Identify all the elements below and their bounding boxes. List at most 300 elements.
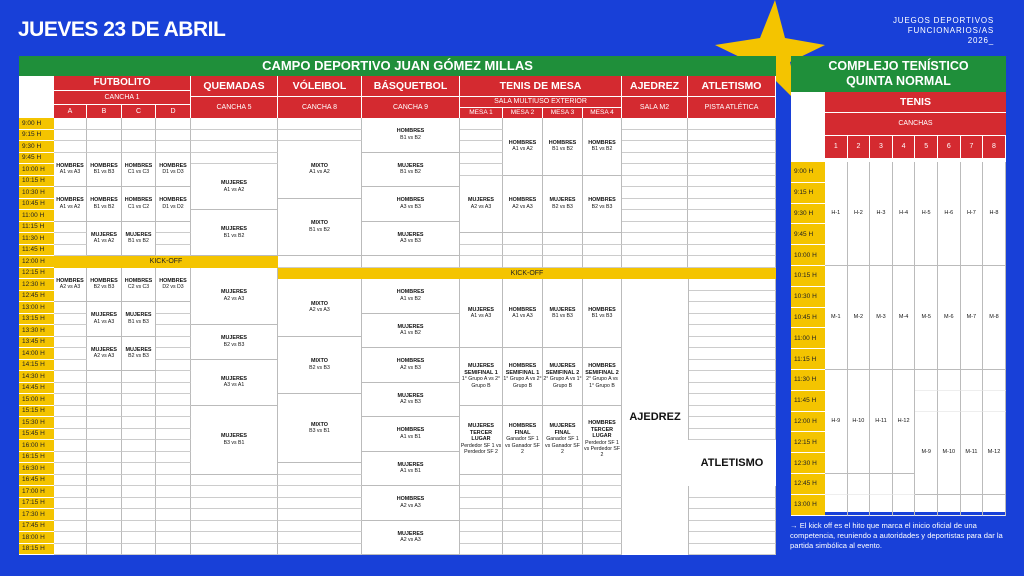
match-category: MUJERES (220, 289, 248, 296)
grid-cell (156, 440, 191, 452)
match-category: HOMBRES TERCER LUGAR (588, 420, 616, 440)
grid-cell (122, 130, 156, 142)
match-cell (191, 210, 278, 256)
match-cell (122, 337, 156, 372)
match-cell (460, 406, 503, 475)
grid-cell (278, 475, 362, 487)
time-slot: 10:30 H (19, 187, 54, 199)
match-cell (583, 348, 622, 406)
grid-cell (54, 383, 87, 395)
match-teams: A1 vs A3 (512, 313, 533, 319)
grid-cell (460, 245, 503, 257)
match-teams: B1 vs B2 (591, 146, 613, 153)
match-teams: A2 vs B3 (400, 399, 421, 406)
time-slot: 10:15 H (19, 176, 54, 188)
grid-cell (87, 475, 122, 487)
grid-cell (156, 544, 191, 556)
grid-cell (156, 486, 191, 498)
grid-cell (688, 291, 776, 303)
grid-cell (122, 141, 156, 153)
atletismo-block: ATLETISMO (688, 440, 776, 486)
match-cell (122, 187, 156, 222)
tennis-match: M-5 (915, 266, 938, 370)
grid-cell (122, 486, 156, 498)
grid-cell (543, 475, 583, 487)
grid-cell (156, 141, 191, 153)
match-cell (87, 268, 122, 303)
grid-cell (961, 391, 984, 412)
grid-cell (87, 406, 122, 418)
match-cell (362, 417, 460, 452)
court-number: 6 (938, 136, 960, 158)
grid-cell (191, 509, 278, 521)
page-title: JUEVES 23 DE ABRIL (18, 18, 226, 41)
time-slot: 10:30 H (791, 287, 825, 308)
match-category: HOMBRES (588, 139, 616, 146)
match-cell (156, 187, 191, 222)
match-teams: B1 vs B3 (552, 313, 573, 319)
match-category: HOMBRES (124, 162, 153, 169)
time-slot: 12:00 H (19, 256, 54, 268)
grid-cell (54, 314, 87, 326)
grid-cell (156, 452, 191, 464)
tennis-match: M-4 (893, 266, 916, 370)
match-teams: 1° Grupo A vs 2° Grupo B (503, 376, 542, 389)
grid-cell (362, 256, 460, 268)
grid-cell (503, 475, 543, 487)
grid-cell (54, 141, 87, 153)
col-d: D (156, 105, 190, 118)
match-category: MUJERES (125, 346, 152, 353)
time-slot: 17:30 H (19, 509, 54, 521)
grid-cell (688, 141, 776, 153)
time-slot: 11:30 H (19, 233, 54, 245)
grid-cell (191, 532, 278, 544)
grid-cell (583, 509, 622, 521)
col-mesa3: MESA 3 (543, 108, 582, 118)
time-slot: 10:00 H (791, 245, 825, 266)
time-slot: 14:15 H (19, 360, 54, 372)
grid-cell (688, 164, 776, 176)
match-category: HOMBRES (159, 197, 187, 204)
kickoff-footnote: → El kick off es el hito que marca el inicio oficial de una competencia, reuniendo a autoridades y deportistas para dar la partida simbólica al evento. (790, 521, 1003, 550)
grid-cell (983, 495, 1006, 516)
time-slot: 9:15 H (791, 183, 825, 204)
sub-sala-m2: SALA M2 (622, 97, 687, 118)
match-category: MUJERES (397, 392, 424, 399)
grid-cell (622, 153, 688, 165)
time-slot: 12:00 H (791, 412, 825, 433)
match-cell (191, 325, 278, 360)
match-category: HOMBRES (396, 128, 425, 135)
grid-cell (87, 141, 122, 153)
tennis-match: M-7 (961, 266, 984, 370)
match-cell (278, 141, 362, 199)
match-category: MUJERES FINAL (549, 423, 576, 436)
match-teams: C2 vs C3 (127, 284, 150, 291)
grid-cell (54, 406, 87, 418)
match-teams: B1 vs B2 (552, 146, 573, 153)
sport-quemadas: QUEMADAS (191, 76, 277, 96)
grid-cell (122, 532, 156, 544)
grid-cell (156, 245, 191, 257)
match-cell (543, 176, 583, 234)
tennis-match: H-10 (848, 370, 871, 474)
grid-cell (688, 302, 776, 314)
sport-voleibol: VÓLEIBOL (278, 76, 361, 96)
event-brand: JUEGOS DEPORTIVOS FUNCIONARIOS/AS 2026_ (892, 16, 994, 45)
grid-cell (54, 325, 87, 337)
grid-cell (460, 532, 503, 544)
grid-cell (848, 495, 871, 516)
grid-cell (543, 509, 583, 521)
grid-cell (122, 371, 156, 383)
grid-cell (688, 118, 776, 130)
time-slot: 17:45 H (19, 521, 54, 533)
grid-cell (622, 141, 688, 153)
match-category: HOMBRES (548, 139, 577, 146)
grid-cell (87, 394, 122, 406)
match-cell (87, 302, 122, 337)
time-slot: 14:00 H (19, 348, 54, 360)
court-number: 7 (961, 136, 983, 158)
sport-atletismo: ATLETISMO (688, 76, 775, 96)
match-category: HOMBRES FINAL (508, 423, 537, 436)
tennis-match: H-6 (938, 162, 961, 266)
match-teams: B1 vs B2 (309, 226, 330, 233)
grid-cell (583, 532, 622, 544)
grid-cell (122, 475, 156, 487)
grid-cell (156, 222, 191, 234)
match-category: MUJERES (90, 231, 118, 238)
grid-cell (278, 256, 362, 268)
match-category: MUJERES (397, 162, 424, 169)
tennis-match: H-11 (870, 370, 893, 474)
grid-cell (915, 370, 938, 391)
grid-cell (688, 256, 776, 268)
grid-cell (122, 429, 156, 441)
grid-cell (87, 509, 122, 521)
match-cell (122, 222, 156, 257)
grid-cell (460, 475, 503, 487)
grid-cell (54, 429, 87, 441)
grid-cell (87, 532, 122, 544)
match-teams: D1 vs D2 (162, 203, 184, 210)
match-category: MUJERES (397, 461, 424, 468)
sport-basquetbol: BÁSQUETBOL (362, 76, 459, 96)
match-category: HOMBRES (588, 306, 616, 313)
time-slot: 16:45 H (19, 475, 54, 487)
grid-cell (983, 391, 1006, 412)
match-teams: B1 vs B3 (128, 318, 149, 325)
grid-cell (622, 256, 688, 268)
grid-cell (54, 532, 87, 544)
grid-cell (583, 498, 622, 510)
time-slot: 13:30 H (19, 325, 54, 337)
grid-cell (54, 337, 87, 349)
sport-futbolito: FUTBOLITO (54, 76, 190, 90)
grid-cell (503, 521, 543, 533)
grid-cell (156, 337, 191, 349)
grid-cell (688, 325, 776, 337)
grid-cell (688, 222, 776, 234)
grid-cell (54, 302, 87, 314)
match-teams: A1 vs A2 (512, 146, 533, 153)
match-teams: A1 vs A2 (223, 186, 245, 193)
grid-cell (825, 495, 848, 516)
grid-cell (543, 256, 583, 268)
grid-cell (848, 474, 871, 495)
tennis-match: H-8 (983, 162, 1006, 266)
match-category: MUJERES SEMIFINAL 1 (464, 363, 498, 376)
grid-cell (278, 544, 362, 556)
grid-cell (583, 475, 622, 487)
match-category: MUJERES (220, 226, 248, 233)
match-category: HOMBRES SEMIFINAL 1 (505, 363, 540, 376)
match-cell (278, 199, 362, 257)
match-teams: B1 vs B2 (223, 232, 245, 239)
match-cell (191, 406, 278, 475)
grid-cell (54, 360, 87, 372)
grid-cell (122, 394, 156, 406)
grid-cell (622, 233, 688, 245)
grid-cell (503, 245, 543, 257)
tennis-match: H-5 (915, 162, 938, 266)
grid-cell (191, 544, 278, 556)
tennis-match: M-10 (938, 412, 961, 495)
sport-tenis: TENIS (825, 92, 1006, 112)
grid-cell (156, 463, 191, 475)
grid-cell (54, 486, 87, 498)
grid-cell (938, 391, 961, 412)
grid-cell (938, 495, 961, 516)
match-cell (156, 153, 191, 188)
tennis-match: H-12 (893, 370, 916, 474)
match-category: HOMBRES (396, 197, 425, 204)
grid-cell (54, 475, 87, 487)
grid-cell (156, 394, 191, 406)
grid-cell (825, 474, 848, 495)
time-slot: 13:15 H (19, 314, 54, 326)
grid-cell (688, 371, 776, 383)
match-cell (583, 406, 622, 475)
grid-cell (583, 521, 622, 533)
match-cell (191, 360, 278, 406)
match-cell (460, 348, 503, 406)
grid-cell (54, 130, 87, 142)
grid-cell (278, 130, 362, 142)
match-teams: A1 vs B1 (400, 468, 421, 475)
match-cell (362, 222, 460, 257)
grid-cell (893, 495, 916, 516)
grid-cell (156, 118, 191, 130)
match-category: MUJERES (125, 231, 152, 238)
match-cell (543, 279, 583, 348)
grid-cell (688, 233, 776, 245)
grid-cell (688, 360, 776, 372)
time-slot: 16:00 H (19, 440, 54, 452)
match-teams: C1 vs C3 (127, 169, 150, 176)
match-teams: B2 vs B3 (552, 203, 573, 210)
match-cell (122, 302, 156, 337)
grid-cell (122, 440, 156, 452)
grid-cell (503, 509, 543, 521)
time-slot: 9:30 H (19, 141, 54, 153)
match-teams: A1 vs B1 (400, 433, 421, 440)
match-cell (503, 279, 543, 348)
sub-cancha5: CANCHA 5 (191, 97, 277, 118)
grid-cell (122, 463, 156, 475)
grid-cell (191, 130, 278, 142)
grid-cell (156, 325, 191, 337)
sub-cancha1: CANCHA 1 (54, 91, 190, 104)
time-slot: 9:45 H (791, 224, 825, 245)
grid-cell (622, 118, 688, 130)
tennis-match: H-2 (848, 162, 871, 266)
grid-cell (915, 391, 938, 412)
time-slot: 10:45 H (19, 199, 54, 211)
match-cell (54, 187, 87, 222)
grid-cell (87, 463, 122, 475)
grid-cell (122, 498, 156, 510)
grid-cell (460, 509, 503, 521)
match-teams: A1 vs A3 (59, 169, 81, 176)
time-slot: 12:15 H (791, 432, 825, 453)
grid-cell (156, 371, 191, 383)
match-teams: B2 vs B3 (128, 353, 149, 360)
grid-cell (460, 486, 503, 498)
grid-cell (460, 256, 503, 268)
time-slot: 17:00 H (19, 486, 54, 498)
grid-cell (688, 498, 776, 510)
match-category: MUJERES (220, 335, 248, 342)
match-teams: Ganador SF 1 vs Ganador SF 2 (545, 436, 580, 456)
match-teams: A1 vs B2 (400, 295, 421, 302)
grid-cell (54, 233, 87, 245)
match-teams: A1 vs A3 (470, 313, 492, 319)
grid-cell (191, 118, 278, 130)
tennis-match: H-7 (961, 162, 984, 266)
time-slot: 13:00 H (19, 302, 54, 314)
grid-cell (54, 463, 87, 475)
match-teams: A2 vs A3 (223, 295, 245, 302)
match-category: HOMBRES (56, 162, 84, 169)
grid-cell (543, 544, 583, 556)
match-cell (460, 176, 503, 234)
match-category: HOMBRES (396, 427, 425, 434)
match-cell (278, 279, 362, 337)
match-teams: A2 vs A3 (512, 203, 533, 210)
time-slot: 15:45 H (19, 429, 54, 441)
grid-cell (278, 118, 362, 130)
grid-cell (156, 233, 191, 245)
match-category: HOMBRES (396, 289, 425, 296)
grid-cell (961, 370, 984, 391)
tennis-match: H-1 (825, 162, 848, 266)
grid-cell (503, 486, 543, 498)
grid-cell (688, 279, 776, 291)
time-slot: 12:15 H (19, 268, 54, 280)
grid-cell (54, 118, 87, 130)
match-teams: A1 vs A2 (59, 203, 81, 210)
grid-cell (622, 245, 688, 257)
tennis-match: M-2 (848, 266, 871, 370)
time-slot: 17:15 H (19, 498, 54, 510)
grid-cell (622, 222, 688, 234)
grid-cell (460, 233, 503, 245)
grid-cell (688, 383, 776, 395)
grid-cell (688, 544, 776, 556)
grid-cell (54, 452, 87, 464)
grid-cell (87, 498, 122, 510)
grid-cell (622, 210, 688, 222)
grid-cell (983, 370, 1006, 391)
grid-cell (87, 452, 122, 464)
time-slot: 10:45 H (791, 308, 825, 329)
grid-cell (460, 118, 503, 130)
col-mesa4: MESA 4 (583, 108, 621, 118)
match-cell (362, 348, 460, 383)
tennis-match: M-8 (983, 266, 1006, 370)
match-category: MUJERES TERCER LUGAR (467, 423, 495, 443)
grid-cell (122, 118, 156, 130)
grid-cell (688, 521, 776, 533)
court-number: 1 (825, 136, 847, 158)
grid-cell (503, 233, 543, 245)
grid-cell (688, 314, 776, 326)
match-cell (278, 394, 362, 463)
grid-cell (688, 187, 776, 199)
time-slot: 12:30 H (791, 453, 825, 474)
match-teams: A2 vs B3 (400, 364, 421, 371)
match-category: MUJERES (220, 180, 248, 187)
match-teams: B1 vs B2 (400, 134, 421, 141)
match-cell (87, 187, 122, 222)
grid-cell (54, 509, 87, 521)
match-category: HOMBRES (396, 496, 425, 503)
match-teams: A2 vs A3 (309, 307, 330, 314)
col-a: A (54, 105, 86, 118)
grid-cell (688, 153, 776, 165)
grid-cell (503, 544, 543, 556)
match-cell (87, 337, 122, 372)
grid-cell (87, 371, 122, 383)
match-cell (362, 118, 460, 153)
match-category: HOMBRES (90, 162, 118, 169)
match-teams: B3 vs B1 (223, 439, 245, 446)
match-teams: B2 vs B3 (309, 364, 330, 371)
grid-cell (54, 348, 87, 360)
time-slot: 12:45 H (791, 474, 825, 495)
match-category: HOMBRES SEMIFINAL 2 (585, 363, 619, 376)
grid-cell (622, 176, 688, 188)
match-cell (87, 222, 122, 257)
kickoff-bar: KICK-OFF (54, 256, 278, 268)
grid-cell (688, 176, 776, 188)
time-slot: 13:45 H (19, 337, 54, 349)
sub-cancha8: CANCHA 8 (278, 97, 361, 118)
match-category: HOMBRES (508, 139, 537, 146)
tennis-match: M-1 (825, 266, 848, 370)
match-teams: A1 vs A2 (309, 169, 330, 176)
time-slot: 11:15 H (791, 349, 825, 370)
grid-cell (688, 245, 776, 257)
time-slot: 16:15 H (19, 452, 54, 464)
match-teams: A2 vs A3 (400, 537, 421, 544)
sub-sala-multiuso: SALA MULTIUSO EXTERIOR (460, 97, 621, 107)
time-slot: 11:00 H (19, 210, 54, 222)
grid-cell (938, 370, 961, 391)
